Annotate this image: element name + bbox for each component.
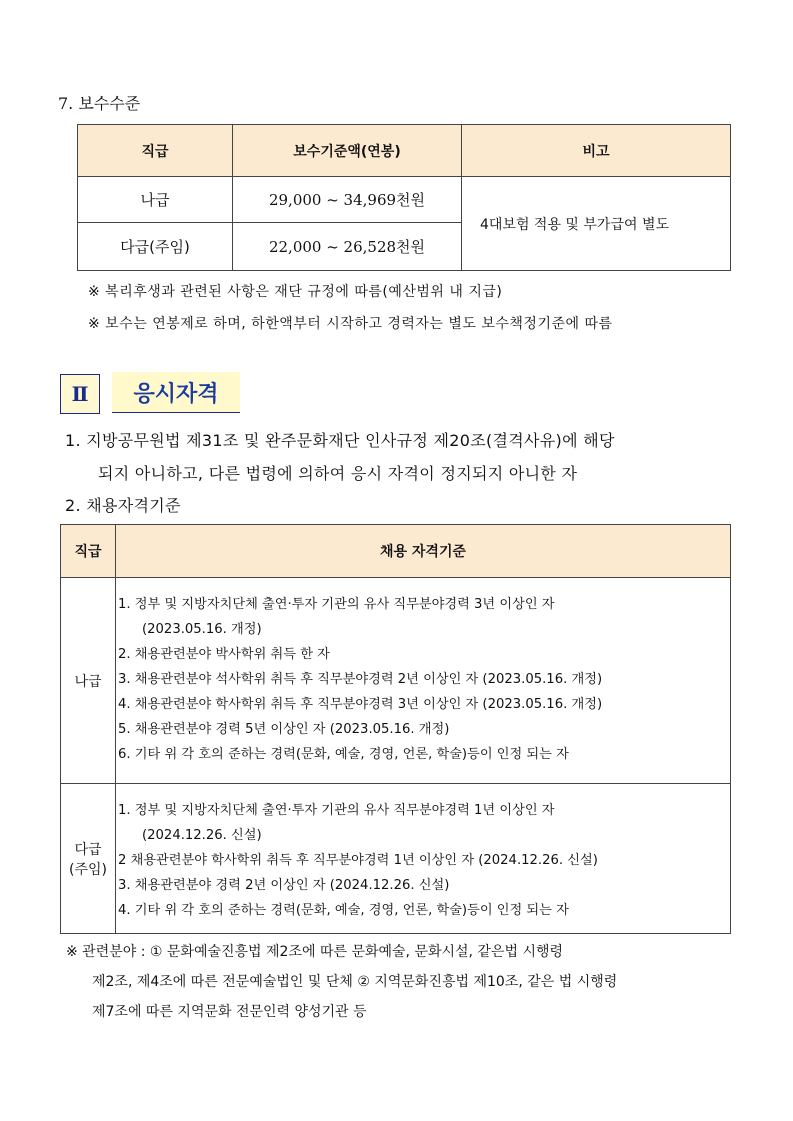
qualification-table	[60, 524, 731, 934]
salary-cell: 29,000 ~ 34,969천원	[233, 177, 462, 223]
qualification-item-1-line-2: 되지 아니하고, 다른 법령에 의하여 응시 자격이 정지되지 아니한 자	[98, 464, 578, 483]
note-cell: 4대보험 적용 및 부가급여 별도	[462, 177, 731, 271]
footnote-salary-system: ※ 보수는 연봉제로 하며, 하한액부터 시작하고 경력자는 별도 보수책정기준에 따름	[88, 316, 613, 332]
table-row	[61, 784, 731, 934]
criteria-item: 2. 채용관련분야 박사학위 취득 한 자	[118, 647, 330, 662]
criteria-item: (2023.05.16. 개정)	[142, 622, 262, 637]
remark-line-3: 제7조에 따른 지역문화 전문인력 양성기관 등	[92, 1004, 367, 1020]
criteria-item: 6. 기타 위 각 호의 준하는 경력(문화, 예술, 경영, 언론, 학술)등이 인정 되는 자	[118, 747, 569, 762]
chapter-numeral: Ⅱ	[60, 374, 100, 414]
grade-label: 나급	[74, 673, 102, 690]
criteria-item: 2 채용관련분야 학사학위 취득 후 직무분야경력 1년 이상인 자 (2024.12.26. 신설)	[118, 853, 598, 868]
footnote-welfare: ※ 복리후생과 관련된 사항은 재단 규정에 따름(예산범위 내 지급)	[88, 284, 503, 300]
criteria-item: 1. 정부 및 지방자치단체 출연·투자 기관의 유사 직무분야경력 1년 이상인 자	[118, 803, 555, 818]
grade-cell: 나급	[78, 177, 233, 223]
header-grade: 직급	[61, 525, 116, 578]
table-row	[61, 578, 731, 784]
criteria-item: 4. 기타 위 각 호의 준하는 경력(문화, 예술, 경영, 언론, 학술)등이 인정 되는 자	[118, 903, 569, 918]
header-grade: 직급	[78, 125, 233, 177]
remark-line-2: 제2조, 제4조에 따른 전문예술법인 및 단체 ② 지역문화진흥법 제10조, 같은 법 시행령	[92, 974, 618, 990]
criteria-item: 3. 채용관련분야 경력 2년 이상인 자 (2024.12.26. 신설)	[118, 878, 450, 893]
grade-cell	[61, 784, 116, 934]
criteria-item: 5. 채용관련분야 경력 5년 이상인 자 (2023.05.16. 개정)	[118, 722, 450, 737]
criteria-item: 3. 채용관련분야 석사학위 취득 후 직무분야경력 2년 이상인 자 (2023.05.16. 개정)	[118, 672, 603, 687]
section-title-salary: 7. 보수수준	[58, 94, 141, 113]
header-criteria: 채용 자격기준	[116, 525, 731, 578]
criteria-item: 1. 정부 및 지방자치단체 출연·투자 기관의 유사 직무분야경력 3년 이상인 자	[118, 597, 555, 612]
qualification-item-2: 2. 채용자격기준	[65, 496, 181, 515]
grade-label: 다급	[74, 841, 102, 858]
table-row	[78, 177, 731, 223]
grade-cell	[61, 578, 116, 784]
grade-label-sub: (주임)	[69, 861, 107, 878]
criteria-item: (2024.12.26. 신설)	[142, 828, 262, 843]
salary-table	[77, 124, 731, 271]
qualification-item-1-line-1: 1. 지방공무원법 제31조 및 완주문화재단 인사규정 제20조(결격사유)에 해당	[65, 431, 615, 450]
header-note: 비고	[462, 125, 731, 177]
chapter-title: 응시자격	[112, 372, 240, 413]
criteria-cell	[116, 784, 731, 934]
criteria-item: 4. 채용관련분야 학사학위 취득 후 직무분야경력 3년 이상인 자 (2023.05.16. 개정)	[118, 697, 603, 712]
criteria-cell	[116, 578, 731, 784]
header-salary: 보수기준액(연봉)	[233, 125, 462, 177]
salary-cell: 22,000 ~ 26,528천원	[233, 223, 462, 271]
remark-line-1: ※ 관련분야 : ① 문화예술진흥법 제2조에 따른 문화예술, 문화시설, 같은법 시행령	[66, 944, 564, 960]
grade-cell: 다급(주임)	[78, 223, 233, 271]
